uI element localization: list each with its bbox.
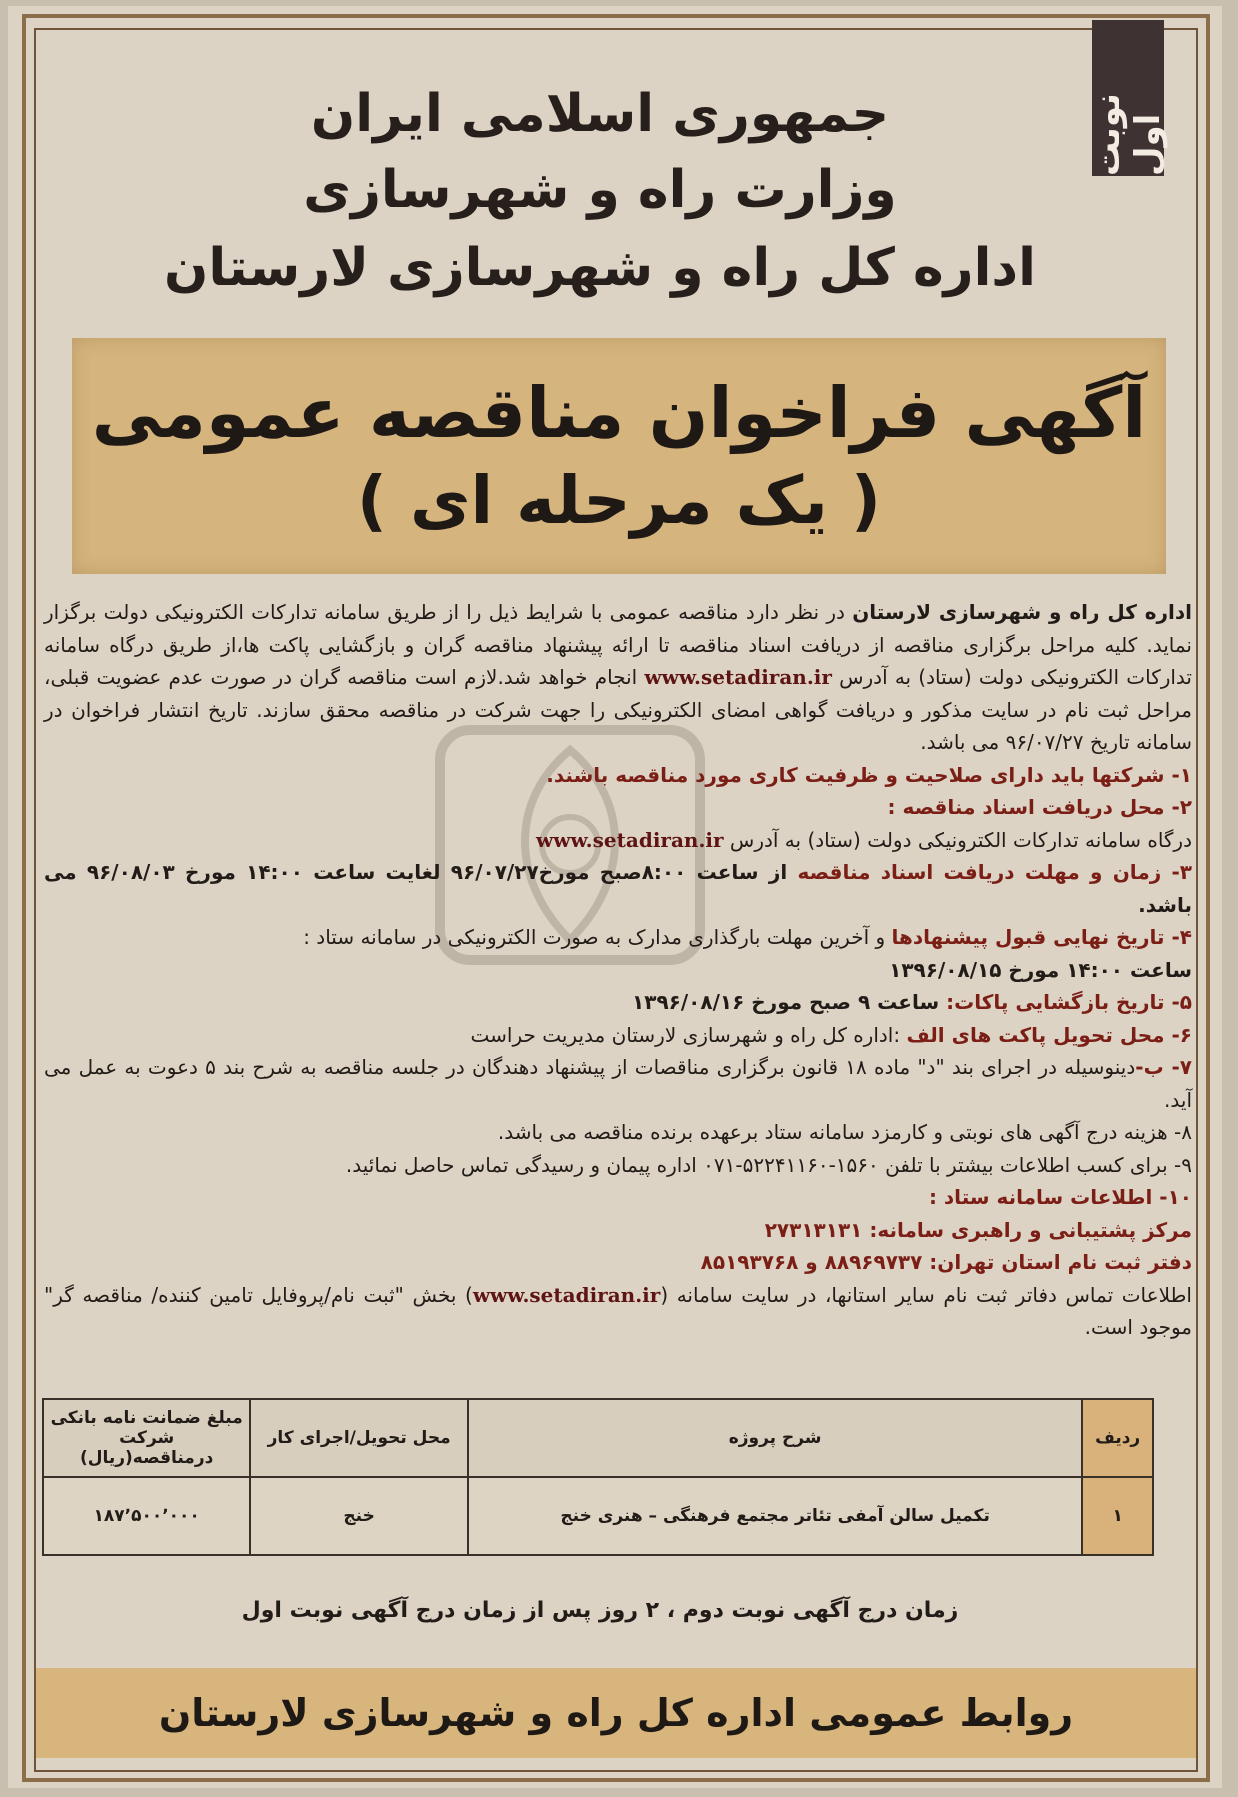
item-4: [44, 921, 1192, 954]
page-title: آگهی فراخوان مناقصه عمومی: [91, 372, 1147, 454]
item-3-text: از ساعت ۸:۰۰صبح مورخ۹۶/۰۷/۲۷ لغایت ساعت ۱۴:۰۰ مورخ ۹۶/۰۸/۰۳ می باشد.: [44, 860, 1192, 917]
header-guarantee-amount: [43, 1399, 250, 1477]
project-table: [42, 1398, 1154, 1556]
cell-place: خنج: [250, 1477, 468, 1555]
item-3: [44, 856, 1192, 921]
item-9-text: ۹- برای کسب اطلاعات بیشتر با تلفن ۱۵۶۰-۵۲۲۴۱۱۶۰-۰۷۱ اداره پیمان و رسیدگی تماس حاصل نمائید.: [345, 1152, 1192, 1177]
item-7: [44, 1051, 1192, 1116]
header-republic: جمهوری اسلامی ایران: [310, 84, 890, 144]
footer-text: روابط عمومی اداره کل راه و شهرسازی لارستان: [158, 1691, 1074, 1735]
notice-turn-tab: [1088, 20, 1168, 176]
cell-project-description: تکمیل سالن آمفی تئاتر مجتمع فرهنگی – هنری خنج: [468, 1477, 1082, 1555]
item-2-url-link[interactable]: www.setadiran.ir: [536, 827, 724, 852]
item-8-text: ۸- هزینه درج آگهی های نوبتی و کارمزد سامانه ستاد برعهده برنده مناقصه می باشد.: [497, 1120, 1192, 1144]
header-office: اداره کل راه و شهرسازی لارستان: [164, 238, 1036, 298]
item-4-time: [44, 954, 1192, 987]
header-project-description: شرح پروژه: [468, 1399, 1082, 1477]
item-9: [44, 1149, 1192, 1182]
page-subtitle: ( یک مرحله ای ): [356, 462, 882, 539]
item-4-time-text: ساعت ۱۴:۰۰ مورخ ۱۳۹۶/۰۸/۱۵: [889, 957, 1192, 982]
item-5-label: ۵- تاریخ بازگشایی پاکات:: [946, 990, 1192, 1014]
intro-text-1: در نظر دارد مناقصه عمومی با شرایط ذیل را از طریق سامانه تدارکات الکترونیکی دولت برگزار نماید. کلیه مراحل برگزاری مناقصه از دریافت اسناد مناقصه تا ارائه پیشنهاد مناقصه گران و بازگشایی پاکت ها،از طریق درگاه سامانه تدارکات الکترونیکی دولت (ستاد) به آدرس: [44, 600, 1192, 689]
contact-url-link[interactable]: www.setadiran.ir: [472, 1282, 661, 1307]
item-7-text: دینوسیله در اجرای بند "د" ماده ۱۸ قانون برگزاری مناقصات از پیشنهاد دهندگان در جلسه مناقصه به شرح بند ۵ دعوت به عمل می آید.: [44, 1055, 1192, 1112]
tehran-office-text: دفتر ثبت نام استان تهران: ۸۸۹۶۹۷۳۷ و ۸۵۱۹۳۷۶۸: [700, 1250, 1192, 1274]
item-4-label: ۴- تاریخ نهایی قبول پیشنهادها: [891, 925, 1192, 949]
tehran-office: [44, 1246, 1192, 1279]
intro-paragraph: [44, 596, 1192, 759]
item-2-label: [44, 791, 1192, 824]
item-8: [44, 1116, 1192, 1149]
item-10: [44, 1181, 1192, 1214]
item-6: [44, 1019, 1192, 1052]
item-2: [44, 824, 1192, 857]
support-center: [44, 1214, 1192, 1247]
item-5-text: ساعت ۹ صبح مورخ ۱۳۹۶/۰۸/۱۶: [632, 990, 947, 1014]
notice-turn-label: نوبت اول: [1088, 93, 1168, 176]
cell-row-number: ۱: [1082, 1477, 1153, 1555]
intro-text-2: انجام خواهد شد.لازم است مناقصه گران در صورت عدم عضویت قبلی، مراحل ثبت نام در سایت مذکور و دریافت گواهی امضای الکترونیکی را جهت شرکت در مناقصه محقق سازند. تاریخ انتشار فراخوان در سامانه تاریخ ۹۶/۰۷/۲۷ می باشد.: [44, 665, 1192, 754]
intro-url-link[interactable]: www.setadiran.ir: [644, 665, 832, 689]
header-place: محل تحویل/اجرای کار: [250, 1399, 468, 1477]
item-5: [44, 986, 1192, 1019]
header-ministry: وزارت راه و شهرسازی: [303, 160, 897, 220]
item-1: [44, 759, 1192, 792]
item-2-label-text: ۲- محل دریافت اسناد مناقصه :: [887, 795, 1192, 819]
header-guarantee-line-2: شرکت درمناقصه(ریال): [79, 1428, 214, 1468]
header-row-number: ردیف: [1082, 1399, 1153, 1477]
footer-band: [36, 1668, 1196, 1758]
item-2-text: درگاه سامانه تدارکات الکترونیکی دولت (ستاد) به آدرس: [723, 827, 1192, 852]
contact-text-2: ) بخش "ثبت نام/پروفایل تامین کننده/ مناقصه گر" موجود است.: [44, 1282, 1192, 1339]
intro-org: اداره کل راه و شهرسازی لارستان: [852, 600, 1193, 624]
contact-info: [44, 1279, 1192, 1344]
notice-body: [44, 596, 1192, 1344]
item-10-label: ۱۰- اطلاعات سامانه ستاد :: [928, 1185, 1192, 1209]
item-3-label: ۳- زمان و مهلت دریافت اسناد مناقصه: [797, 860, 1193, 884]
cell-guarantee-amount: ۱۸۷٬۵۰۰٬۰۰۰: [43, 1477, 250, 1555]
item-7-label: ۷- ب-: [1135, 1055, 1192, 1079]
item-4-text: و آخرین مهلت بارگذاری مدارک به صورت الکترونیکی در سامانه ستاد :: [303, 925, 892, 949]
table-row: [43, 1477, 1153, 1555]
item-6-label: ۶- محل تحویل پاکت های الف: [906, 1022, 1192, 1047]
title-band: [72, 338, 1166, 574]
item-6-text: :اداره کل راه و شهرسازی لارستان مدیریت حراست: [470, 1022, 907, 1047]
header-guarantee-line-1: مبلغ ضمانت نامه بانکی: [50, 1408, 243, 1428]
second-turn-note: زمان درج آگهی نوبت دوم ، ۲ روز پس از زمان درج آگهی نوبت اول: [241, 1598, 959, 1623]
contact-text-1: اطلاعات تماس دفاتر ثبت نام سایر استانها، در سایت سامانه (: [660, 1282, 1192, 1307]
support-center-text: مرکز پشتیبانی و راهبری سامانه: ۲۷۳۱۳۱۳۱: [764, 1217, 1192, 1242]
item-1-text: ۱- شرکتها باید دارای صلاحیت و ظرفیت کاری مورد مناقصه باشند.: [546, 762, 1192, 787]
table-header-row: [43, 1399, 1153, 1477]
